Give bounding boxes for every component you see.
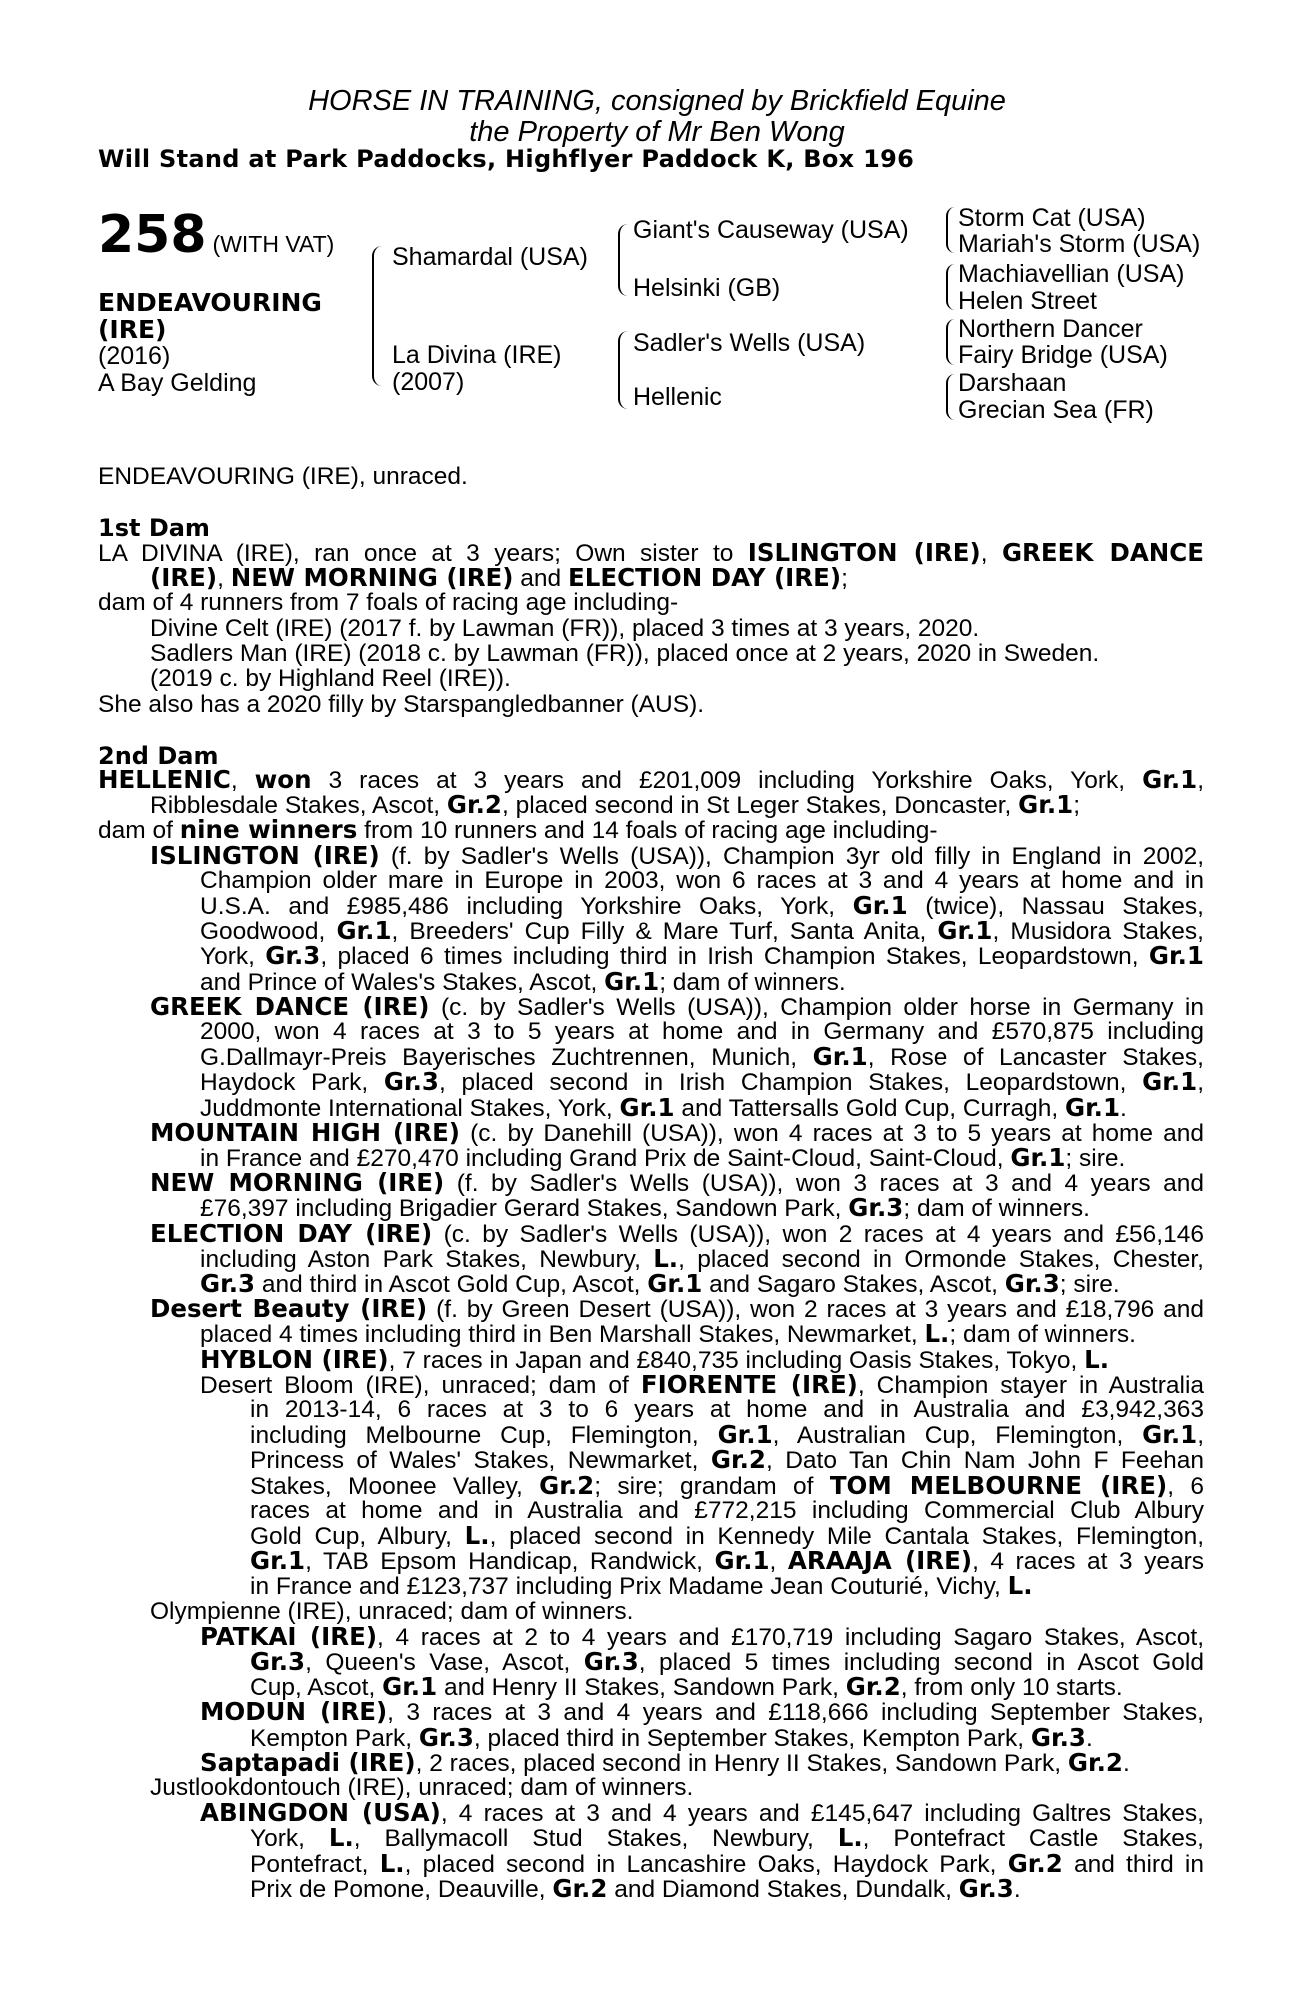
bold-text: Gr.3: [200, 1269, 256, 1298]
first-dam-sibling: ISLINGTON (IRE): [747, 538, 981, 567]
bold-text: Gr.1: [714, 1546, 770, 1576]
bold-text: Gr.1: [647, 1269, 703, 1298]
text: , placed 5 times including second in Ascot Gold: [638, 1649, 1204, 1676]
text: , 7 races in Japan and £840,735 including Oasis Stakes, Tokyo,: [388, 1346, 1085, 1374]
text: .: [1122, 1749, 1130, 1777]
text: ; dam of winners.: [903, 1195, 1090, 1223]
text: dam of: [98, 817, 180, 845]
ss-brace: [946, 207, 955, 253]
text: and Diamond Stakes, Dundalk,: [607, 1875, 959, 1903]
text: G.Dallmayr-Preis Bayerisches Zuchtrennen, Munich,: [200, 1044, 813, 1072]
text: ; dam of winners.: [949, 1321, 1136, 1349]
bold-text: Gr.3: [418, 1722, 474, 1752]
text: ; dam of winners.: [659, 968, 846, 996]
race-record: ENDEAVOURING (IRE), unraced.: [98, 463, 468, 490]
first-dam-sep: and: [513, 565, 568, 592]
text: ,: [230, 767, 255, 794]
bold-text: FIORENTE (IRE): [640, 1369, 858, 1399]
text: ; sire; grandam of: [594, 1472, 830, 1500]
second-dam-line: [200, 893, 1204, 919]
first-dam-line-3: dam of 4 runners from 7 foals of racing age including-: [98, 589, 679, 616]
text: , placed second in Irish Champion Stakes, Leopardstown,: [438, 1069, 1143, 1097]
text: and Henry II Stakes, Sandown Park,: [437, 1674, 846, 1702]
text: .: [1013, 1875, 1021, 1903]
sire-dam-brace: [372, 246, 382, 386]
text: 2000, won 4 races at 3 to 5 years at home and in Germany and £570,875 including: [200, 1018, 1204, 1045]
text: , placed second in St Leger Stakes, Doncaster,: [501, 792, 1019, 820]
bold-text: Gr.1: [250, 1546, 306, 1576]
bold-text: HYBLON (IRE): [200, 1344, 389, 1374]
bold-text: Gr.1: [1148, 941, 1204, 971]
text: (f. by Sadler's Wells (USA)), Champion 3yr old filly in England in 2002,: [379, 842, 1205, 870]
text: , Musidora Stakes,: [992, 918, 1204, 946]
sire-line-brace: [618, 224, 628, 296]
text: York,: [250, 1825, 329, 1853]
bold-text: Gr.2: [552, 1873, 608, 1903]
text: , Ballymacoll Stud Stakes, Newbury,: [353, 1825, 838, 1853]
second-dam-line: [250, 1649, 1204, 1675]
bold-text: L.: [1084, 1344, 1110, 1374]
vat-label: (WITH VAT): [212, 231, 335, 257]
second-dam-line: [150, 1296, 1204, 1322]
pedigree-dam-year: (2007): [392, 368, 465, 396]
bold-text: Gr.3: [250, 1647, 306, 1676]
second-dam-line: [200, 868, 1204, 893]
first-dam-sibling: GREEK DANCE: [1001, 538, 1204, 567]
bold-text: Gr.1: [619, 1092, 675, 1122]
second-dam-line: [150, 1775, 693, 1800]
bold-text: Gr.3: [848, 1193, 904, 1223]
text: from 10 runners and 14 foals of racing age including-: [357, 817, 938, 845]
header-property: the Property of Mr Ben Wong: [469, 116, 845, 148]
bold-text: ISLINGTON (IRE): [150, 840, 380, 870]
bold-text: L.: [1007, 1571, 1033, 1601]
text: Kempton Park,: [250, 1724, 419, 1752]
first-dam-heading: 1st Dam: [98, 514, 210, 542]
text: .: [1120, 1094, 1127, 1122]
text: (twice), Nassau Stakes,: [907, 893, 1204, 920]
pedigree-ddd: Grecian Sea (FR): [958, 396, 1154, 424]
bold-text: Gr.1: [1142, 1067, 1198, 1097]
horse-description: A Bay Gelding: [98, 369, 257, 397]
text: , Dato Tan Chin Nam John F Feehan: [765, 1447, 1204, 1475]
bold-text: ELECTION DAY (IRE): [150, 1218, 433, 1248]
pedigree-dam-sire: Sadler's Wells (USA): [633, 329, 866, 357]
second-dam-line: [250, 1573, 1033, 1599]
second-dam-line: [150, 1117, 1205, 1147]
pedigree-sire-dam: Helsinki (GB): [633, 274, 781, 302]
bold-text: ABINGDON (USA): [200, 1798, 441, 1828]
second-dam-line: [200, 1044, 1204, 1070]
bold-text: Gr.1: [604, 966, 660, 996]
bold-text: Gr.2: [710, 1445, 766, 1475]
text: , Champion stayer in Australia: [857, 1371, 1205, 1399]
pedigree-sire-sire: Giant's Causeway (USA): [633, 216, 909, 244]
bold-text: Gr.2: [446, 790, 502, 820]
bold-text: Gr.1: [1018, 790, 1074, 820]
bold-text: Gr.3: [1030, 1722, 1086, 1752]
bold-text: Saptapadi (IRE): [200, 1747, 416, 1777]
second-dam-line: [250, 1523, 1204, 1549]
text: , placed second in Kennedy Mile Cantala Stakes, Flemington,: [489, 1523, 1204, 1550]
text: Ribblesdale Stakes, Ascot,: [150, 792, 447, 820]
bold-text: Gr.1: [1010, 1143, 1066, 1172]
text: and third in: [1062, 1850, 1204, 1878]
bold-text: NEW MORNING (IRE): [150, 1168, 445, 1198]
text: 3 races at 3 years and £201,009 including Yorkshire Oaks, York,: [311, 767, 1143, 794]
text: ,: [769, 1548, 788, 1576]
second-dam-line: [200, 1321, 1136, 1347]
bold-text: Gr.2: [539, 1470, 595, 1500]
foaling-year: (2016): [98, 342, 171, 370]
text: ;: [1073, 792, 1080, 820]
bold-text: Gr.3: [958, 1873, 1014, 1903]
bold-text: Gr.1: [717, 1420, 773, 1450]
bold-text: Gr.1: [1142, 765, 1198, 794]
text: , placed second in Ormonde Stakes, Chester,: [678, 1245, 1204, 1273]
second-dam-line: [200, 943, 1204, 969]
text: Pontefract,: [250, 1850, 380, 1878]
text: (f. by Sadler's Wells (USA)), won 3 races at 3 and 4 years and: [444, 1170, 1204, 1198]
second-dam-line: [98, 767, 1204, 793]
text: , 2 races, placed second in Henry II Stakes, Sandown Park,: [415, 1749, 1068, 1777]
dam-line-brace: [618, 331, 628, 409]
pedigree-sds: Machiavellian (USA): [958, 260, 1185, 288]
pedigree-sire: Shamardal (USA): [392, 243, 588, 271]
text: ,: [1197, 767, 1204, 794]
second-dam-line: [150, 991, 1204, 1021]
bold-text: HELLENIC: [98, 765, 231, 794]
text: Cup, Ascot,: [250, 1674, 383, 1702]
second-dam-line: [200, 1145, 1125, 1171]
text: (f. by Green Desert (USA)), won 2 races at 3 years and £18,796 and: [427, 1296, 1204, 1324]
text: ,: [1197, 1069, 1204, 1097]
text: Stakes, Moonee Valley,: [250, 1472, 540, 1500]
text: placed 4 times including third in Ben Marshall Stakes, Newmarket,: [200, 1321, 925, 1349]
text: and Sagaro Stakes, Ascot,: [702, 1271, 1005, 1298]
text: , placed third in September Stakes, Kempton Park,: [473, 1724, 1031, 1752]
bold-text: L.: [379, 1848, 405, 1878]
bold-text: Gr.2: [1067, 1747, 1123, 1777]
text: races at home and in Australia and £772,215 including Commercial Club Albury: [250, 1496, 1204, 1524]
text: ; sire.: [1065, 1145, 1126, 1172]
bold-text: MOUNTAIN HIGH (IRE): [150, 1117, 461, 1147]
first-dam-line-2: [150, 565, 848, 591]
text: , Queen's Vase, Ascot,: [305, 1649, 584, 1676]
text: in 2013-14, 6 races at 3 to 6 years at home and in Australia and £3,942,363: [250, 1396, 1204, 1423]
second-dam-line: [250, 1470, 1204, 1500]
second-dam-line: [98, 817, 938, 843]
sd-brace: [946, 264, 955, 310]
text: Haydock Park,: [200, 1069, 384, 1097]
text: Olympienne (IRE), unraced; dam of winners.: [150, 1597, 634, 1625]
second-dam-line: [250, 1447, 1204, 1473]
pedigree-dds: Darshaan: [958, 369, 1067, 397]
bold-text: Gr.1: [1142, 1420, 1198, 1450]
lot-number: 258: [98, 205, 207, 265]
bold-text: Gr.3: [383, 1067, 439, 1097]
second-dam-line: [200, 1747, 1130, 1777]
pedigree-sdd: Helen Street: [958, 287, 1097, 315]
second-dam-line: [200, 1092, 1127, 1122]
first-dam-sibling: (IRE): [150, 563, 218, 592]
second-dam-line: [200, 1344, 1110, 1374]
pedigree-dam-dam: Hellenic: [633, 383, 722, 411]
first-dam-sibling: NEW MORNING (IRE): [230, 563, 514, 592]
text: (c. by Danehill (USA)), won 4 races at 3 to 5 years at home and: [460, 1119, 1205, 1147]
first-dam-text: LA DIVINA (IRE), ran once at 3 years; Own sister to: [98, 540, 748, 567]
second-dam-line: [250, 1422, 1204, 1448]
second-dam-line: [250, 1825, 1204, 1851]
second-dam-line: [250, 1722, 1093, 1752]
text: U.S.A. and £985,486 including Yorkshire Oaks, York,: [200, 893, 853, 920]
text: , placed 6 times including third in Irish Champion Stakes, Leopardstown,: [320, 943, 1149, 971]
text: Prix de Pomone, Deauville,: [250, 1875, 553, 1903]
pedigree-dam: La Divina (IRE): [392, 341, 562, 369]
text: in France and £270,470 including Grand Prix de Saint-Cloud, Saint-Cloud,: [200, 1145, 1011, 1172]
second-dam-line: [250, 1674, 1123, 1700]
text: , placed second in Lancashire Oaks, Haydock Park,: [404, 1850, 1008, 1878]
bold-text: Gr.1: [937, 916, 993, 946]
second-dam-line: [150, 1599, 633, 1624]
second-dam-line: [150, 1218, 1204, 1248]
second-dam-line: [150, 840, 1205, 870]
first-dam-produce-1: Divine Celt (IRE) (2017 f. by Lawman (FR)), placed 3 times at 3 years, 2020.: [150, 615, 980, 642]
bold-text: L.: [464, 1521, 490, 1550]
first-dam-line-7: She also has a 2020 filly by Starspangledbanner (AUS).: [98, 691, 705, 718]
pedigree-ssd: Mariah's Storm (USA): [958, 230, 1201, 258]
horse-name: ENDEAVOURING: [98, 288, 322, 317]
text: , Pontefract Castle Stakes,: [862, 1825, 1204, 1853]
second-dam-line: [150, 792, 1080, 818]
text: Desert Bloom (IRE), unraced; dam of: [200, 1371, 641, 1399]
second-dam-line: [250, 1498, 1204, 1523]
bold-text: Gr.1: [812, 1042, 868, 1072]
first-dam-sep: ,: [217, 565, 231, 592]
bold-text: Gr.2: [1007, 1848, 1063, 1878]
bold-text: Gr.1: [852, 891, 908, 920]
bold-text: MODUN (IRE): [200, 1697, 388, 1727]
second-dam-line: [250, 1873, 1021, 1903]
bold-text: Gr.2: [845, 1672, 901, 1702]
first-dam-sep: ;: [841, 565, 848, 592]
dd-brace: [946, 374, 955, 420]
bold-text: Gr.1: [1064, 1092, 1121, 1122]
second-dam-line: [200, 1369, 1205, 1399]
bold-text: L.: [924, 1319, 950, 1349]
text: Goodwood,: [200, 918, 337, 946]
text: Princess of Wales' Stakes, Newmarket,: [250, 1447, 711, 1475]
text: , Breeders' Cup Filly & Mare Turf, Santa Anita,: [391, 918, 938, 946]
pedigree-dss: Northern Dancer: [958, 315, 1143, 343]
second-dam-heading: 2nd Dam: [98, 742, 219, 770]
second-dam-line: [200, 1271, 1120, 1297]
text: Justlookdontouch (IRE), unraced; dam of winners.: [150, 1774, 694, 1801]
text: , 6: [1167, 1472, 1204, 1500]
bold-text: Gr.1: [336, 916, 392, 946]
bold-text: PATKAI (IRE): [200, 1621, 378, 1651]
second-dam-line: [200, 1699, 1204, 1725]
text: (c. by Sadler's Wells (USA)), Champion older horse in Germany in: [429, 993, 1204, 1021]
first-dam-sibling: ELECTION DAY (IRE): [568, 563, 842, 592]
bold-text: GREEK DANCE (IRE): [150, 991, 430, 1021]
bold-text: TOM MELBOURNE (IRE): [829, 1470, 1168, 1500]
second-dam-line: [200, 1243, 1204, 1273]
text: York,: [200, 943, 266, 971]
text: Champion older mare in Europe in 2003, won 6 races at 3 and 4 years at home and in: [200, 866, 1204, 894]
text: .: [1085, 1724, 1093, 1752]
bold-text: Gr.3: [583, 1647, 639, 1676]
text: including Aston Park Stakes, Newbury,: [200, 1245, 654, 1273]
text: and third in Ascot Gold Cup, Ascot,: [255, 1271, 648, 1298]
horse-name-suffix: (IRE): [98, 315, 167, 344]
text: Juddmonte International Stakes, York,: [200, 1094, 620, 1122]
second-dam-line: [200, 1800, 1204, 1826]
first-dam-sep: ,: [980, 540, 1002, 567]
text: and Tattersalls Gold Cup, Curragh,: [674, 1094, 1065, 1122]
second-dam-line: [200, 1069, 1204, 1095]
bold-text: Gr.1: [382, 1672, 438, 1702]
text: ,: [1197, 1422, 1204, 1450]
text: (c. by Sadler's Wells (USA)), won 2 races at 4 years and £56,146: [432, 1220, 1204, 1248]
pedigree-dsd: Fairy Bridge (USA): [958, 341, 1168, 369]
ds-brace: [946, 319, 955, 365]
second-dam-line: [150, 1170, 1204, 1196]
second-dam-line: [200, 1621, 1204, 1651]
text: , 3 races at 3 and 4 years and £118,666 including September Stakes,: [387, 1699, 1204, 1727]
bold-text: L.: [837, 1823, 863, 1853]
bold-text: L.: [328, 1823, 354, 1853]
text: ; sire.: [1059, 1271, 1120, 1298]
text: , Rose of Lancaster Stakes,: [867, 1044, 1204, 1072]
bold-text: Gr.3: [265, 941, 321, 971]
first-dam-produce-3: (2019 c. by Highland Reel (IRE)).: [150, 665, 511, 692]
header-consignor: HORSE IN TRAINING, consigned by Brickfield Equine: [308, 85, 1006, 117]
text: £76,397 including Brigadier Gerard Stakes, Sandown Park,: [200, 1195, 849, 1223]
bold-text: ARAAJA (IRE): [787, 1546, 973, 1576]
text: , 4 races at 3 and 4 years and £145,647 including Galtres Stakes,: [440, 1800, 1204, 1828]
lot-number-block: [98, 205, 334, 265]
bold-text: nine winners: [179, 815, 358, 845]
bold-text: Desert Beauty (IRE): [150, 1294, 428, 1324]
text: , TAB Epsom Handicap, Randwick,: [305, 1548, 715, 1576]
text: in France and £123,737 including Prix Madame Jean Couturié, Vichy,: [250, 1573, 1008, 1601]
pedigree-sss: Storm Cat (USA): [958, 204, 1146, 232]
text: , from only 10 starts.: [900, 1674, 1123, 1702]
bold-text: Gr.3: [1004, 1269, 1060, 1298]
text: including Melbourne Cup, Flemington,: [250, 1422, 718, 1450]
second-dam-line: [250, 1848, 1204, 1878]
second-dam-line: [250, 1397, 1204, 1422]
second-dam-line: [200, 1195, 1090, 1221]
text: , 4 races at 2 to 4 years and £170,719 including Sagaro Stakes, Ascot,: [377, 1623, 1204, 1651]
second-dam-line: [200, 1019, 1204, 1044]
second-dam-line: [250, 1548, 1204, 1574]
second-dam-line: [200, 918, 1204, 944]
text: Gold Cup, Albury,: [250, 1523, 465, 1550]
bold-text: won: [254, 765, 312, 794]
header-location: Will Stand at Park Paddocks, Highflyer Paddock K, Box 196: [98, 145, 915, 173]
text: , 4 races at 3 years: [972, 1548, 1204, 1576]
first-dam-produce-2: Sadlers Man (IRE) (2018 c. by Lawman (FR)), placed once at 2 years, 2020 in Sweden.: [150, 640, 1100, 667]
text: and Prince of Wales's Stakes, Ascot,: [200, 968, 605, 996]
bold-text: L.: [653, 1243, 679, 1273]
second-dam-line: [200, 966, 846, 996]
text: , Australian Cup, Flemington,: [772, 1422, 1143, 1450]
